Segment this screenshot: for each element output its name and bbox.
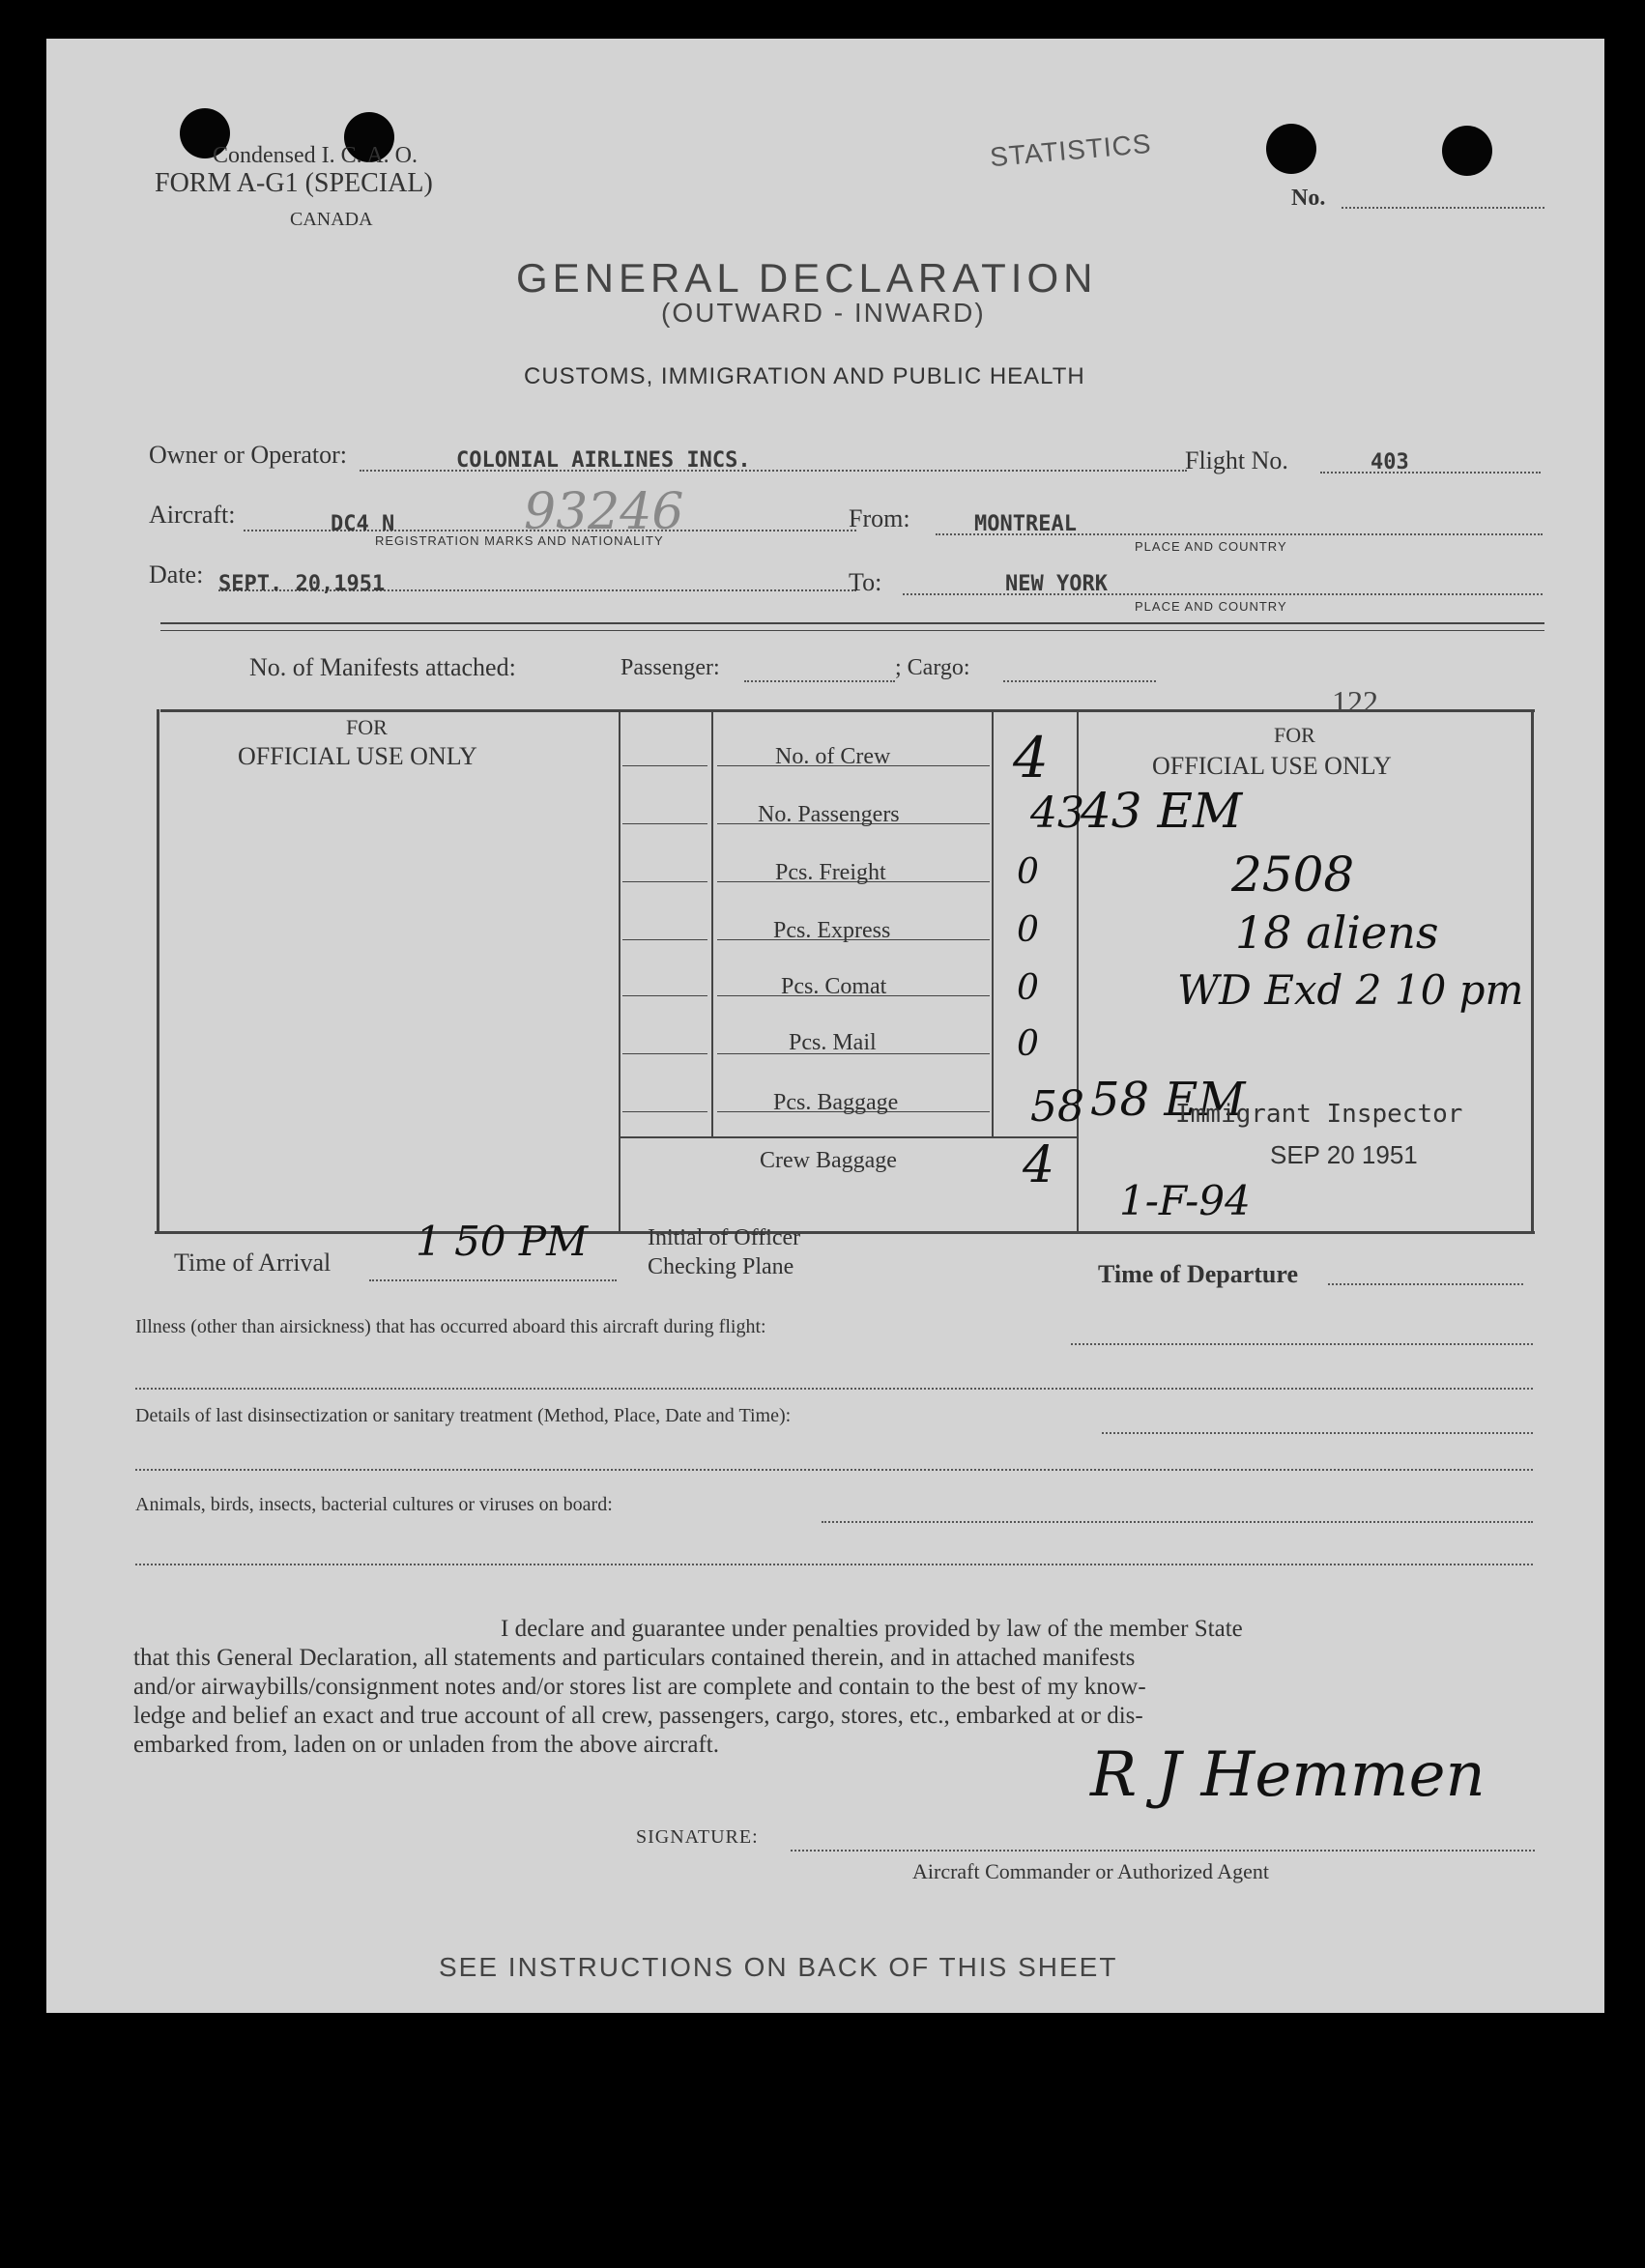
row-value-crew: 4 (1013, 725, 1049, 790)
page-subtitle: (OUTWARD - INWARD) (661, 298, 986, 328)
to-caption: PLACE AND COUNTRY (1135, 599, 1287, 614)
declaration-line4: ledge and belief an exact and true account of all crew, passengers, cargo, stores, etc., embarked at or dis- (133, 1703, 1143, 1729)
punch-hole (1266, 124, 1316, 174)
no-label: No. (1291, 186, 1326, 211)
initial-officer-label-2: Checking Plane (648, 1254, 794, 1279)
row-value-comat: 0 (1017, 968, 1039, 1008)
to-label: To: (849, 568, 882, 596)
aircraft-value: DC4 N (331, 512, 395, 536)
row-value-freight: 0 (1017, 852, 1039, 892)
form-sheet (46, 39, 1604, 2013)
flight-label: Flight No. (1185, 446, 1288, 474)
left-for-label: FOR (346, 715, 388, 739)
from-label: From: (849, 504, 910, 532)
aircraft-caption: REGISTRATION MARKS AND NATIONALITY (375, 533, 664, 548)
punch-hole (1442, 126, 1492, 176)
manifests-cargo-label: ; Cargo: (895, 655, 970, 680)
page-category: CUSTOMS, IMMIGRATION AND PUBLIC HEALTH (524, 363, 1085, 389)
illness-label: Illness (other than airsickness) that has occurred aboard this aircraft during flight: (135, 1316, 766, 1337)
to-value: NEW YORK (1005, 572, 1108, 596)
manifests-label: No. of Manifests attached: (249, 653, 516, 681)
row-label-crew: No. of Crew (775, 744, 891, 769)
row-value-passengers: 43 (1030, 789, 1084, 838)
hand-1f94: 1-F-94 (1119, 1177, 1251, 1224)
row-label-mail: Pcs. Mail (789, 1030, 877, 1055)
row-label-comat: Pcs. Comat (781, 974, 887, 999)
signature-ink: R J Hemmen (1090, 1739, 1486, 1811)
row-value-crew-baggage: 4 (1023, 1136, 1055, 1194)
date-value: SEPT. 20,1951 (218, 572, 386, 596)
footer-instructions: SEE INSTRUCTIONS ON BACK OF THIS SHEET (439, 1952, 1118, 1982)
declaration-line5: embarked from, laden on or unladen from the above aircraft. (133, 1732, 719, 1758)
number-122: 122 (1332, 684, 1378, 719)
row-label-crew-baggage: Crew Baggage (760, 1148, 897, 1173)
hand-58em: 58 EM (1090, 1073, 1246, 1127)
disinsect-label: Details of last disinsectization or sanitary treatment (Method, Place, Date and Time): (135, 1405, 792, 1426)
from-value: MONTREAL (974, 512, 1077, 536)
form-ref-line3: CANADA (290, 209, 373, 230)
statistics-stamp: STATISTICS (988, 128, 1153, 173)
row-label-baggage: Pcs. Baggage (773, 1090, 899, 1115)
from-caption: PLACE AND COUNTRY (1135, 539, 1287, 554)
hand-43em: 43 EM (1081, 783, 1243, 839)
page-title: GENERAL DECLARATION (516, 255, 1098, 301)
right-official-label: OFFICIAL USE ONLY (1152, 752, 1392, 780)
declaration-line3: and/or airwaybills/consignment notes and/or stores list are complete and contain to the best of my know- (133, 1674, 1146, 1700)
signature-label: SIGNATURE: (636, 1826, 759, 1848)
owner-value: COLONIAL AIRLINES INCS. (456, 448, 751, 473)
hand-wd-exd: WD Exd 2 10 pm (1177, 966, 1524, 1014)
time-arrival-value: 1 50 PM (416, 1218, 589, 1265)
declaration-line1: I declare and guarantee under penalties provided by law of the member State (501, 1616, 1243, 1642)
manifests-passenger-label: Passenger: (620, 655, 720, 680)
aircraft-handwritten: 93246 (524, 483, 684, 541)
time-departure-label: Time of Departure (1098, 1260, 1298, 1288)
time-arrival-label: Time of Arrival (174, 1249, 332, 1277)
date-stamp: SEP 20 1951 (1270, 1140, 1418, 1169)
hand-aliens: 18 aliens (1235, 906, 1439, 959)
aircraft-label: Aircraft: (149, 501, 236, 529)
right-for-label: FOR (1274, 723, 1315, 747)
hand-2508: 2508 (1231, 847, 1355, 903)
form-ref-line1: Condensed I. C. A. O. (213, 143, 418, 168)
flight-value: 403 (1371, 450, 1409, 474)
inspector-stamp: Immigrant Inspector (1175, 1100, 1463, 1129)
signature-caption: Aircraft Commander or Authorized Agent (912, 1859, 1270, 1883)
declaration-line2: that this General Declaration, all statements and particulars contained therein, and in attached manifests (133, 1645, 1136, 1671)
animals-label: Animals, birds, insects, bacterial cultures or viruses on board: (135, 1494, 613, 1515)
row-label-express: Pcs. Express (773, 918, 891, 943)
row-value-express: 0 (1017, 910, 1039, 950)
row-label-passengers: No. Passengers (758, 802, 900, 827)
left-official-label: OFFICIAL USE ONLY (238, 742, 477, 770)
date-label: Date: (149, 560, 204, 589)
owner-label: Owner or Operator: (149, 441, 348, 469)
form-ref-line2: FORM A-G1 (SPECIAL) (155, 168, 433, 198)
row-value-baggage: 58 (1030, 1082, 1084, 1132)
row-label-freight: Pcs. Freight (775, 860, 886, 885)
row-value-mail: 0 (1017, 1024, 1039, 1064)
initial-officer-label-1: Initial of Officer (648, 1225, 801, 1250)
